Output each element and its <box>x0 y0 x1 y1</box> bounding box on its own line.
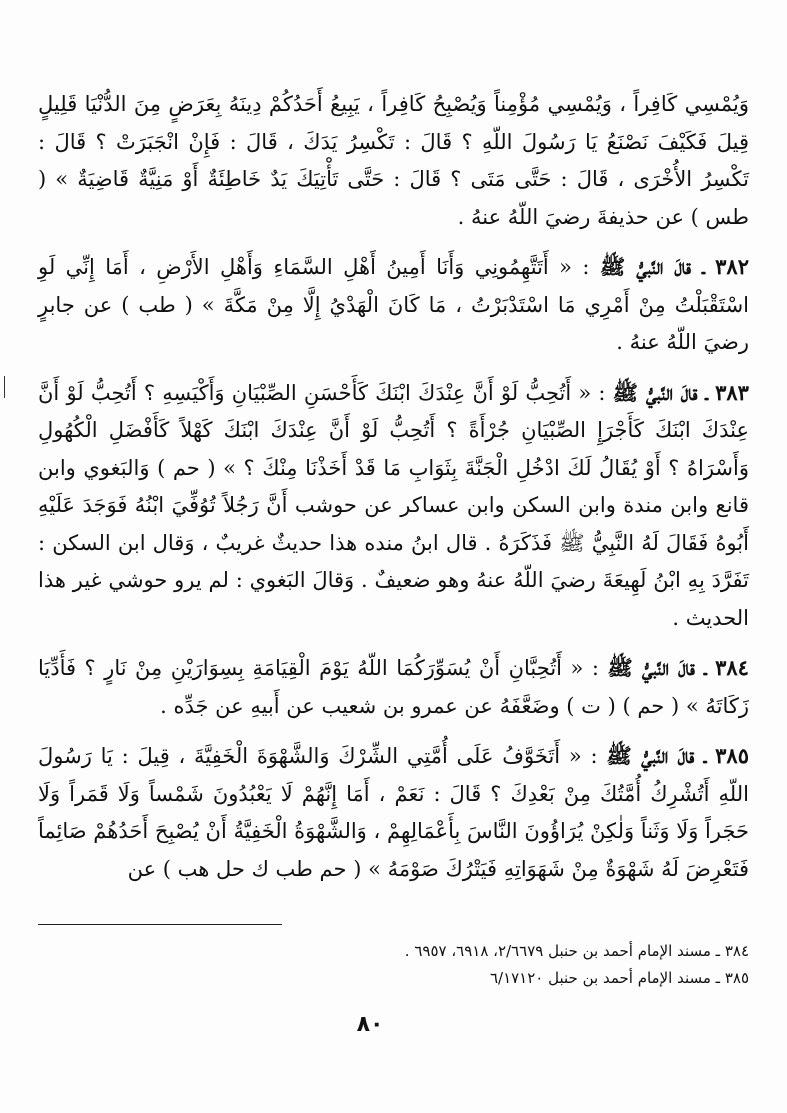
footnotes <box>38 938 749 992</box>
hadith-text: : « أَتُحِبَّانِ أَنْ يُسَوِّرَكُمَا اللّهُ يَوْمَ الْقِيَامَةِ بِسِوَارَيْنِ مِنْ نَارٍ ؟ فَأَدِّيَا زَكَاتَهُ » ( حم ) ( ت ) وضَعَّفَهُ عن عمرو بن شعيب عن أَبيهِ عن جَدِّه . <box>38 656 749 718</box>
hadith-number: ٣٨٤ <box>715 655 749 680</box>
hadith-speaker: قالَ النَّبيُّ ﷺ <box>612 379 698 405</box>
hadith-dash: ـ <box>691 254 705 279</box>
hadith-dash: ـ <box>694 743 707 768</box>
footnote-384: ٣٨٤ ـ مسند الإمام أحمد بن حنبل ٢/٦٦٧٩، ٦٩١٨، ٦٩٥٧ . <box>404 942 749 960</box>
hadith-number: ٣٨٣ <box>715 379 749 405</box>
hadith-number: ٣٨٥ <box>715 743 749 768</box>
continuation-paragraph <box>38 86 749 236</box>
footnote-divider <box>38 924 282 925</box>
margin-mark <box>4 376 5 398</box>
hadith-dash: ـ <box>697 379 708 405</box>
page-body <box>38 86 749 900</box>
hadith-text: : « أَتَخَوَّفُ عَلَى أُمَّتِي الشِّرْكَ وَالشَّهْوَةَ الْخَفِيَّةَ ، قِيلَ : يَا رَسُولَ اللّهِ أَتُشْرِكُ أُمَّتُكَ مِنْ بَعْدِكَ ؟ قَالَ : نَعَمْ ، أَمَا إِنَّهُمْ لَا يَعْبُدُونَ شَمْساً وَلَا قَمَراً وَلَا حَجَراً وَلَا وَثَناً وَلٰكِنْ يُرَاؤُونَ النَّاسَ بِأَعْمَالِهِمْ ، وَالشَّهْوَةُ الْخَفِيَّةُ أَنْ يُصْبِحَ أَحَدُهُمْ صَائِماً فَتَعْرِضَ لَهُ شَهْوَةٌ مِنْ شَهَوَاتِهِ فَيَتْرُكَ صَوْمَهُ » ( حم طب ك حل هب ) عن <box>38 744 749 881</box>
footnote-385: ٣٨٥ ـ مسند الإمام أحمد بن حنبل ٦/١٧١٢٠ <box>489 969 749 987</box>
hadith-383 <box>38 374 749 638</box>
hadith-text: : « أَتُحِبُّ لَوْ أَنَّ عِنْدَكَ ابْنَكَ كَأَحْسَنِ الصِّبْيَانِ وَأَكْيَسِهِ ؟ أَتُحِبُّ لَوْ أَنَّ عِنْدَكَ ابْنَكَ كَأَجْرَإِ الصِّبْيَانِ جُرْأَةً ؟ أَتُحِبُّ لَوْ أَنَّ عِنْدَكَ ابْنَكَ كَهْلاً كَأَفْضَلِ الْكُهُولِ وَأَسْرَاهُ ؟ أَوْ يُقَالُ لَكَ ادْخُلِ الْجَنَّةَ بِثَوَابِ مَا قَدْ أَخَذْنَا مِنْكَ ؟ » ( حم ) وَالبَغوي وابن قانع وابن مندة وابن السكن وابن عساكر عن حوشب أَنَّ رَجُلاً تُوُفِّيَ ابْنُهُ فَوَجَدَ عَلَيْهِ أَبُوهُ فَقَالَ لَهُ النَّبِيُّ ﷺ فَذَكَرَهُ . قال ابنُ منده هذا حديثٌ غريبٌ ، وَقال ابن السكن : تَفَرَّدَ بِهِ ابْنُ لَهِيعَةَ رضيَ اللّهُ عنهُ وهو ضعيفٌ . وَقالَ البَغوي : لم يرو حوشي غير هذا الحديث . <box>38 380 749 630</box>
hadith-382 <box>38 248 749 362</box>
hadith-385 <box>38 737 749 888</box>
hadith-dash: ـ <box>694 655 707 680</box>
continuation-text: وَيُمْسِي كَافِراً ، وَيُمْسِي مُؤْمِناً وَيُصْبِحُ كَافِراً ، يَبِيعُ أَحَدُكُمْ دِينَهُ بِعَرَضٍ مِنَ الدُّنْيَا قَلِيلٍ قِيلَ فَكَيْفَ نَصْنَعُ يَا رَسُولَ اللّهِ ؟ قَالَ : تَكْسِرُ يَدَكَ ، قَالَ : فَإِنْ انْجَبَرَتْ ؟ قَالَ : تَكْسِرُ الأُخْرَى ، قَالَ : حَتَّى مَتَى ؟ قَالَ : حَتَّى تَأْتِيَكَ يَدٌ خَاطِئَةٌ أَوْ مَنِيَّةٌ قَاضِيَةٌ » ( طس ) عن حذيفةَ رضيَ اللّهُ عنهُ . <box>38 92 749 229</box>
hadith-number: ٣٨٢ <box>715 254 749 279</box>
hadith-384 <box>38 649 749 725</box>
page-number: ٨٠ <box>356 1012 384 1037</box>
hadith-speaker: قالَ النَّبيُّ ﷺ <box>607 655 695 680</box>
hadith-speaker: قالَ النَّبيُّ ﷺ <box>606 743 695 768</box>
hadith-speaker: قالَ النَّبيُّ ﷺ <box>599 254 692 279</box>
hadith-text: : « أَتَتَّهِمُونِي وَأَنَا أَمِينُ أَهْلِ السَّمَاءِ وَأَهْلِ الأَرْضِ ، أَمَا إِنِّي لَوِ اسْتَقْبَلْتُ مِنْ أَمْرِي مَا اسْتَدْبَرْتُ ، مَا كَانَ الْهَدْيُ إِلَّا مِنْ مَكَّةَ » ( طب ) عن جابرٍ رضيَ اللّهُ عنهُ . <box>38 255 749 354</box>
